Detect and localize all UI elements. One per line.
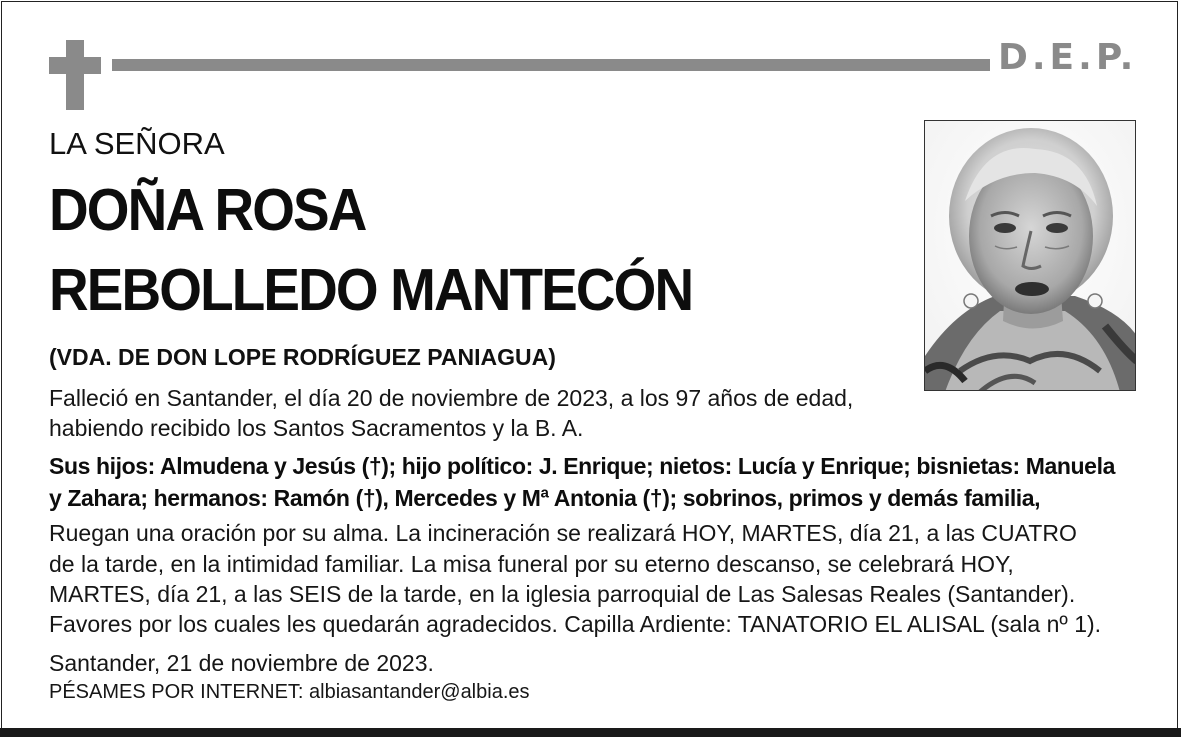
- obituary-card: [1, 1, 1178, 735]
- condolences-line: PÉSAMES POR INTERNET: albiasantander@albia.es: [49, 681, 530, 703]
- request-line: de la tarde, en la intimidad familiar. La misa funeral por su eterno descanso, se celebrará HOY,: [49, 551, 1014, 577]
- dep-label: D.E.P.: [998, 37, 1138, 78]
- family-line: y Zahara; hermanos: Ramón (†), Mercedes y Mª Antonia (†); sobrinos, primos y demás familia,: [49, 485, 1041, 511]
- date-line: Santander, 21 de noviembre de 2023.: [49, 650, 434, 676]
- header-rule: [112, 59, 990, 71]
- portrait-photo: [924, 120, 1136, 391]
- family-line: Sus hijos: Almudena y Jesús (†); hijo político: J. Enrique; nietos: Lucía y Enrique; bisnietas: Manuela: [49, 453, 1115, 479]
- death-notice-line: Falleció en Santander, el día 20 de noviembre de 2023, a los 97 años de edad,: [49, 385, 854, 411]
- cross-icon: [66, 40, 84, 110]
- deceased-name-line2: REBOLLEDO MANTECÓN: [49, 257, 693, 323]
- bottom-border-bar: [0, 728, 1181, 737]
- widow-of: (VDA. DE DON LOPE RODRÍGUEZ PANIAGUA): [49, 344, 556, 370]
- request-line: Ruegan una oración por su alma. La incineración se realizará HOY, MARTES, día 21, a las CUATRO: [49, 520, 1077, 546]
- request-line: MARTES, día 21, a las SEIS de la tarde, en la iglesia parroquial de Las Salesas Reales (Santander).: [49, 581, 1076, 607]
- deceased-name-line1: DOÑA ROSA: [49, 177, 366, 243]
- portrait-illustration: [925, 121, 1136, 391]
- request-line: Favores por los cuales les quedarán agradecidos. Capilla Ardiente: TANATORIO EL ALISAL (sala nº 1).: [49, 611, 1102, 637]
- pre-title: LA SEÑORA: [49, 126, 225, 161]
- death-notice-line: habiendo recibido los Santos Sacramentos y la B. A.: [49, 415, 584, 441]
- cross-icon-bar: [49, 57, 101, 74]
